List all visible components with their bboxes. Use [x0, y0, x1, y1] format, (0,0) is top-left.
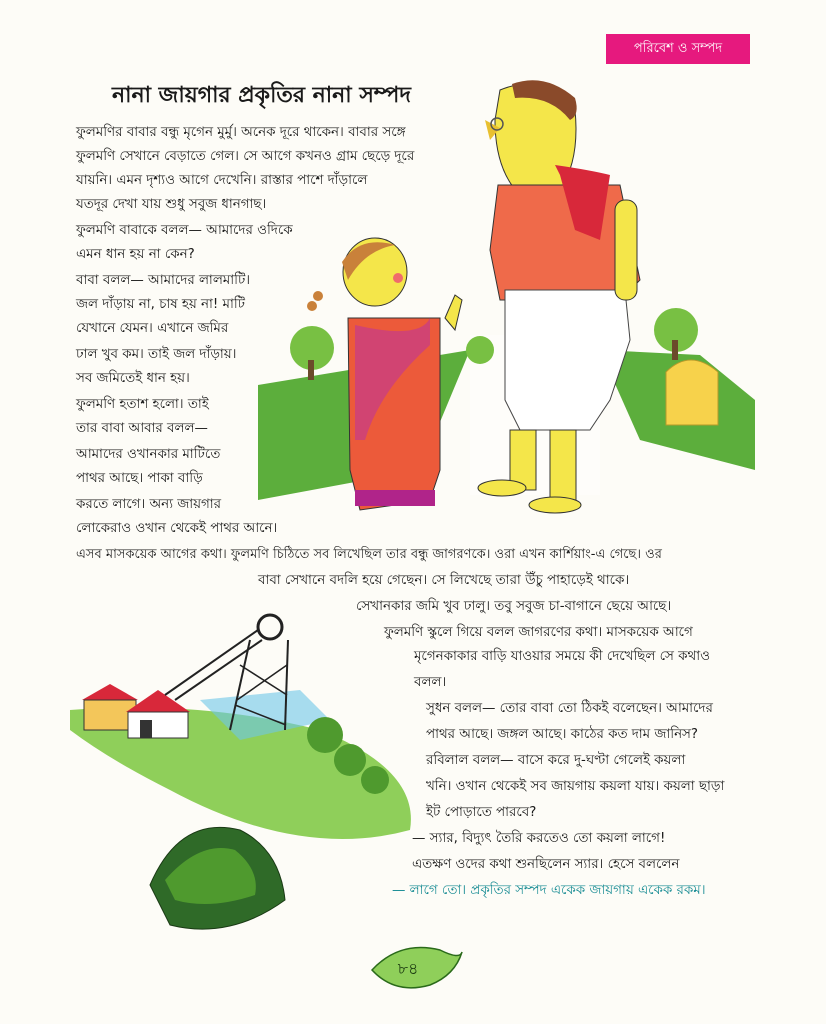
text-line: খনি। ওখান থেকেই সব জায়গায় কয়লা যায়। কয়লা ছাড়া: [426, 779, 725, 794]
text-line: সেখানকার জমি খুব ঢালু। তবু সবুজ চা-বাগানে ছেয়ে আছে।: [356, 599, 672, 614]
text-line: এসব মাসকয়েক আগের কথা। ফুলমণি চিঠিতে সব লিখেছিল তার বন্ধু জাগরণকে। ওরা এখন কার্শিয়াং-এ গেছে। ওর: [76, 547, 662, 562]
text-line: মৃগেনকাকার বাড়ি যাওয়ার সময়ে কী দেখেছিল সে কথাও: [414, 649, 710, 664]
highlighted-text-line: — লাগে তো। প্রকৃতির সম্পদ একেক জায়গায় একেক রকম।: [392, 883, 706, 898]
text-line: লোকেরাও ওখান থেকেই পাথর আনে।: [76, 521, 278, 536]
text-line: এতক্ষণ ওদের কথা শুনছিলেন স্যার। হেসে বললেন: [412, 857, 680, 872]
page-title: নানা জায়গার প্রকৃতির নানা সম্পদ: [112, 83, 411, 108]
text-line: রবিলাল বলল— বাসে করে দু-ঘণ্টা গেলেই কয়লা: [426, 753, 686, 768]
text-line: সব জমিতেই ধান হয়।: [76, 371, 190, 386]
milestone: [666, 360, 718, 425]
text-line: ফুলমণি বাবাকে বলল— আমাদের ওদিকে: [76, 223, 293, 238]
text-line: বাবা বলল— আমাদের লালমাটি।: [76, 273, 251, 288]
coal-mine-scene: [70, 615, 411, 929]
page-number: ৮৪: [397, 959, 419, 978]
text-line: পাথর আছে। পাকা বাড়ি: [76, 471, 203, 486]
text-line: তার বাবা আবার বলল—: [76, 421, 208, 436]
text-line: বাবা সেখানে বদলি হয়ে গেছেন। সে লিখেছে তারা উঁচু পাহাড়েই থাকে।: [258, 573, 630, 588]
text-line: ফুলমণির বাবার বন্ধু মৃগেন মুর্মু। অনেক দূরে থাকেন। বাবার সঙ্গে: [76, 125, 406, 140]
text-line: যেখানে যেমন। এখানে জমির: [76, 321, 229, 336]
text-line: ইট পোড়াতে পারবে?: [426, 805, 537, 820]
house-roof: [82, 684, 138, 700]
text-line: যায়নি। এমন দৃশ্যও আগে দেখেনি। রাস্তার পাশে দাঁড়ালে: [76, 173, 368, 188]
text-line: পাথর আছে। জঙ্গল আছে। কাঠের কত দাম জানিস?: [426, 727, 699, 742]
text-line: এমন ধান হয় না কেন?: [76, 247, 195, 262]
text-line: যতদূর দেখা যায় শুধু সবুজ ধানগাছ।: [76, 197, 267, 212]
text-line: বলল।: [414, 675, 447, 690]
pulley-wheel: [258, 615, 282, 639]
text-line: ফুলমণি স্কুলে গিয়ে বলল জাগরণের কথা। মাসকয়েক আগে: [384, 625, 693, 640]
text-line: আমাদের ওখানকার মাটিতে: [76, 447, 221, 462]
text-line: ফুলমণি সেখানে বেড়াতে গেল। সে আগে কখনও গ্রাম ছেড়ে দূরে: [76, 149, 415, 164]
text-line: জল দাঁড়ায় না, চাষ হয় না! মাটি: [76, 297, 245, 312]
text-line: — স্যার, বিদ্যুৎ তৈরি করতেও তো কয়লা লাগে!: [412, 831, 666, 846]
text-line: করতে লাগে। অন্য জায়গার: [76, 497, 221, 512]
chapter-badge: পরিবেশ ও সম্পদ: [606, 34, 750, 64]
text-line: সুধন বলল— তোর বাবা তো ঠিকই বলেছেন। আমাদের: [426, 701, 713, 716]
text-line: ঢাল খুব কম। তাই জল দাঁড়ায়।: [76, 347, 237, 362]
text-line: ফুলমণি হতাশ হলো। তাই: [76, 397, 209, 412]
